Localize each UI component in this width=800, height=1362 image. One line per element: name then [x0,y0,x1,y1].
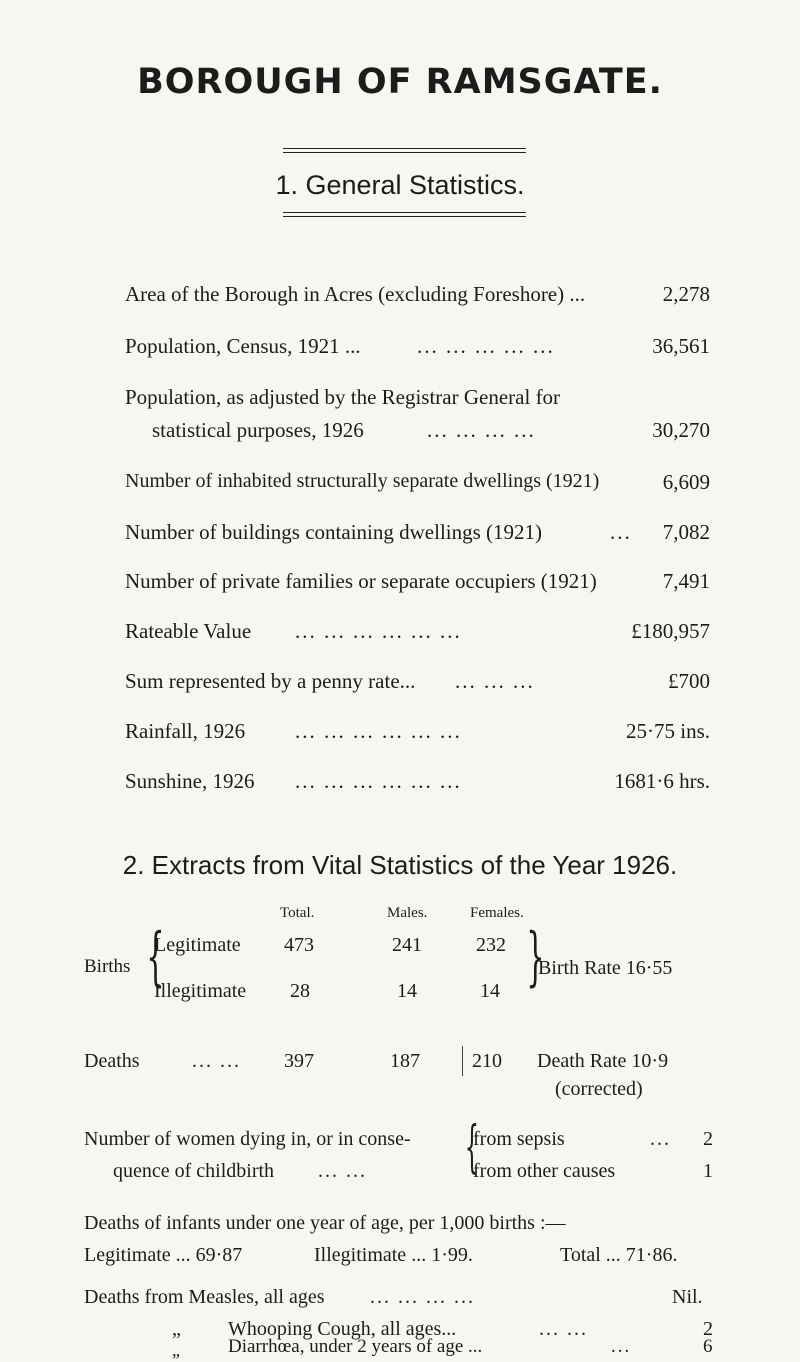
stat-value: 30,270 [652,418,710,442]
disease-diarrhoea-label: Diarrhœa, under 2 years of age ... [228,1336,483,1357]
birth-rate: Birth Rate 16·55 [538,957,673,979]
stat-row-rateable-value [125,619,710,649]
births-illegitimate-label: Illegitimate [154,980,247,1002]
leader-dots: ... ... [192,1050,241,1072]
births-label: Births [84,956,131,977]
births-legitimate-label: Legitimate [154,934,241,956]
stat-row-buildings [125,520,710,550]
stat-row-sunshine [125,769,710,799]
leader-dots: ... ... [539,1318,588,1340]
leader-dots: ... ... ... [455,669,535,693]
left-brace-icon: { [146,920,165,994]
divider [283,148,526,149]
leader-dots: ... [610,520,632,544]
left-brace-icon: { [464,1115,479,1180]
maternal-other-value: 1 [703,1160,713,1182]
infant-illegitimate: Illegitimate ... 1·99. [314,1244,473,1266]
stat-row-families [125,569,710,599]
maternal-text-line2: quence of childbirth [113,1160,275,1182]
ditto-mark: „ [172,1340,180,1360]
stat-row-population-census [125,334,710,364]
stat-row-rainfall [125,719,710,749]
stat-label: Number of inhabited structurally separate dwellings (1921) [125,470,600,492]
leader-dots: ... ... ... ... ... ... [295,769,462,793]
leader-dots: ... ... [318,1160,367,1182]
stat-value: £180,957 [631,619,710,643]
infant-intro: Deaths of infants under one year of age, per 1,000 births :— [84,1212,566,1234]
divider [283,212,526,213]
stat-row-dwellings [125,470,710,500]
col-header-males: Males. [387,905,428,921]
divider [462,1046,463,1076]
births-illegitimate-females: 14 [480,980,500,1002]
right-brace-icon: } [526,920,545,994]
col-header-total: Total. [280,905,315,921]
leader-dots: ... ... ... ... ... ... [295,619,462,643]
stat-label: Rateable Value [125,619,252,643]
births-illegitimate-males: 14 [397,980,417,1002]
stat-value: 2,278 [662,282,710,306]
stat-label: Population, as adjusted by the Registrar General for [125,385,561,409]
death-rate: Death Rate 10·9 [537,1050,669,1072]
leader-dots: ... ... ... ... [427,418,536,442]
leader-dots: ... ... ... ... [370,1286,475,1308]
disease-measles-value: Nil. [672,1286,703,1308]
maternal-sepsis-value: 2 [703,1128,713,1150]
stat-value: 36,561 [652,334,710,358]
births-legitimate-males: 241 [392,934,422,956]
leader-dots: ... ... ... ... ... ... [295,719,462,743]
deaths-total: 397 [284,1050,314,1072]
stat-row-population-adjusted-cont [152,418,710,448]
disease-whooping-label: Whooping Cough, all ages... [228,1318,457,1340]
divider [283,152,526,153]
disease-whooping-value: 2 [703,1318,713,1340]
stat-label: Number of private families or separate occupiers (1921) [125,569,597,593]
stat-value: 7,491 [662,569,710,593]
maternal-text-line1: Number of women dying in, or in conse- [84,1128,411,1150]
stat-value: 1681·6 hrs. [614,769,710,793]
deaths-label: Deaths [84,1050,140,1072]
ditto-mark: „ [172,1318,181,1340]
disease-measles-label: Deaths from Measles, all ages [84,1286,325,1308]
stat-value: 6,609 [662,470,710,494]
section-heading-general: 1. General Statistics. [275,170,525,200]
deaths-females: 210 [472,1050,502,1072]
births-legitimate-females: 232 [476,934,506,956]
stat-row-penny-rate [125,669,710,699]
stat-label: Rainfall, 1926 [125,719,246,743]
infant-total: Total ... 71·86. [560,1244,678,1266]
section-heading-vital: 2. Extracts from Vital Statistics of the Year 1926. [122,850,678,880]
deaths-males: 187 [390,1050,420,1072]
maternal-sepsis-label: from sepsis [473,1128,565,1150]
stat-value: 25·75 ins. [626,719,710,743]
page-title: BOROUGH OF RAMSGATE. [137,62,663,102]
stat-label: Sum represented by a penny rate... [125,669,416,693]
stat-label: Sunshine, 1926 [125,769,255,793]
disease-diarrhoea-value: 6 [703,1336,713,1357]
infant-legitimate: Legitimate ... 69·87 [84,1244,243,1266]
divider [283,216,526,217]
births-illegitimate-total: 28 [290,980,310,1002]
leader-dots: ... ... ... ... ... [417,334,555,358]
stat-value: £700 [668,669,710,693]
stat-label: Number of buildings containing dwellings (1921) [125,520,543,544]
stat-row-population-adjusted [125,385,710,415]
maternal-other-label: from other causes [473,1160,616,1182]
stat-row-area [125,282,710,312]
births-legitimate-total: 473 [284,934,314,956]
stat-label: Population, Census, 1921 ... [125,334,361,358]
stat-value: 7,082 [662,520,710,544]
leader-dots: ... [650,1128,671,1150]
stat-label: statistical purposes, 1926 [152,418,364,442]
leader-dots: ... [611,1336,632,1357]
stat-label: Area of the Borough in Acres (excluding Foreshore) ... [125,282,586,306]
col-header-females: Females. [470,905,524,921]
death-rate-note: (corrected) [555,1078,643,1100]
